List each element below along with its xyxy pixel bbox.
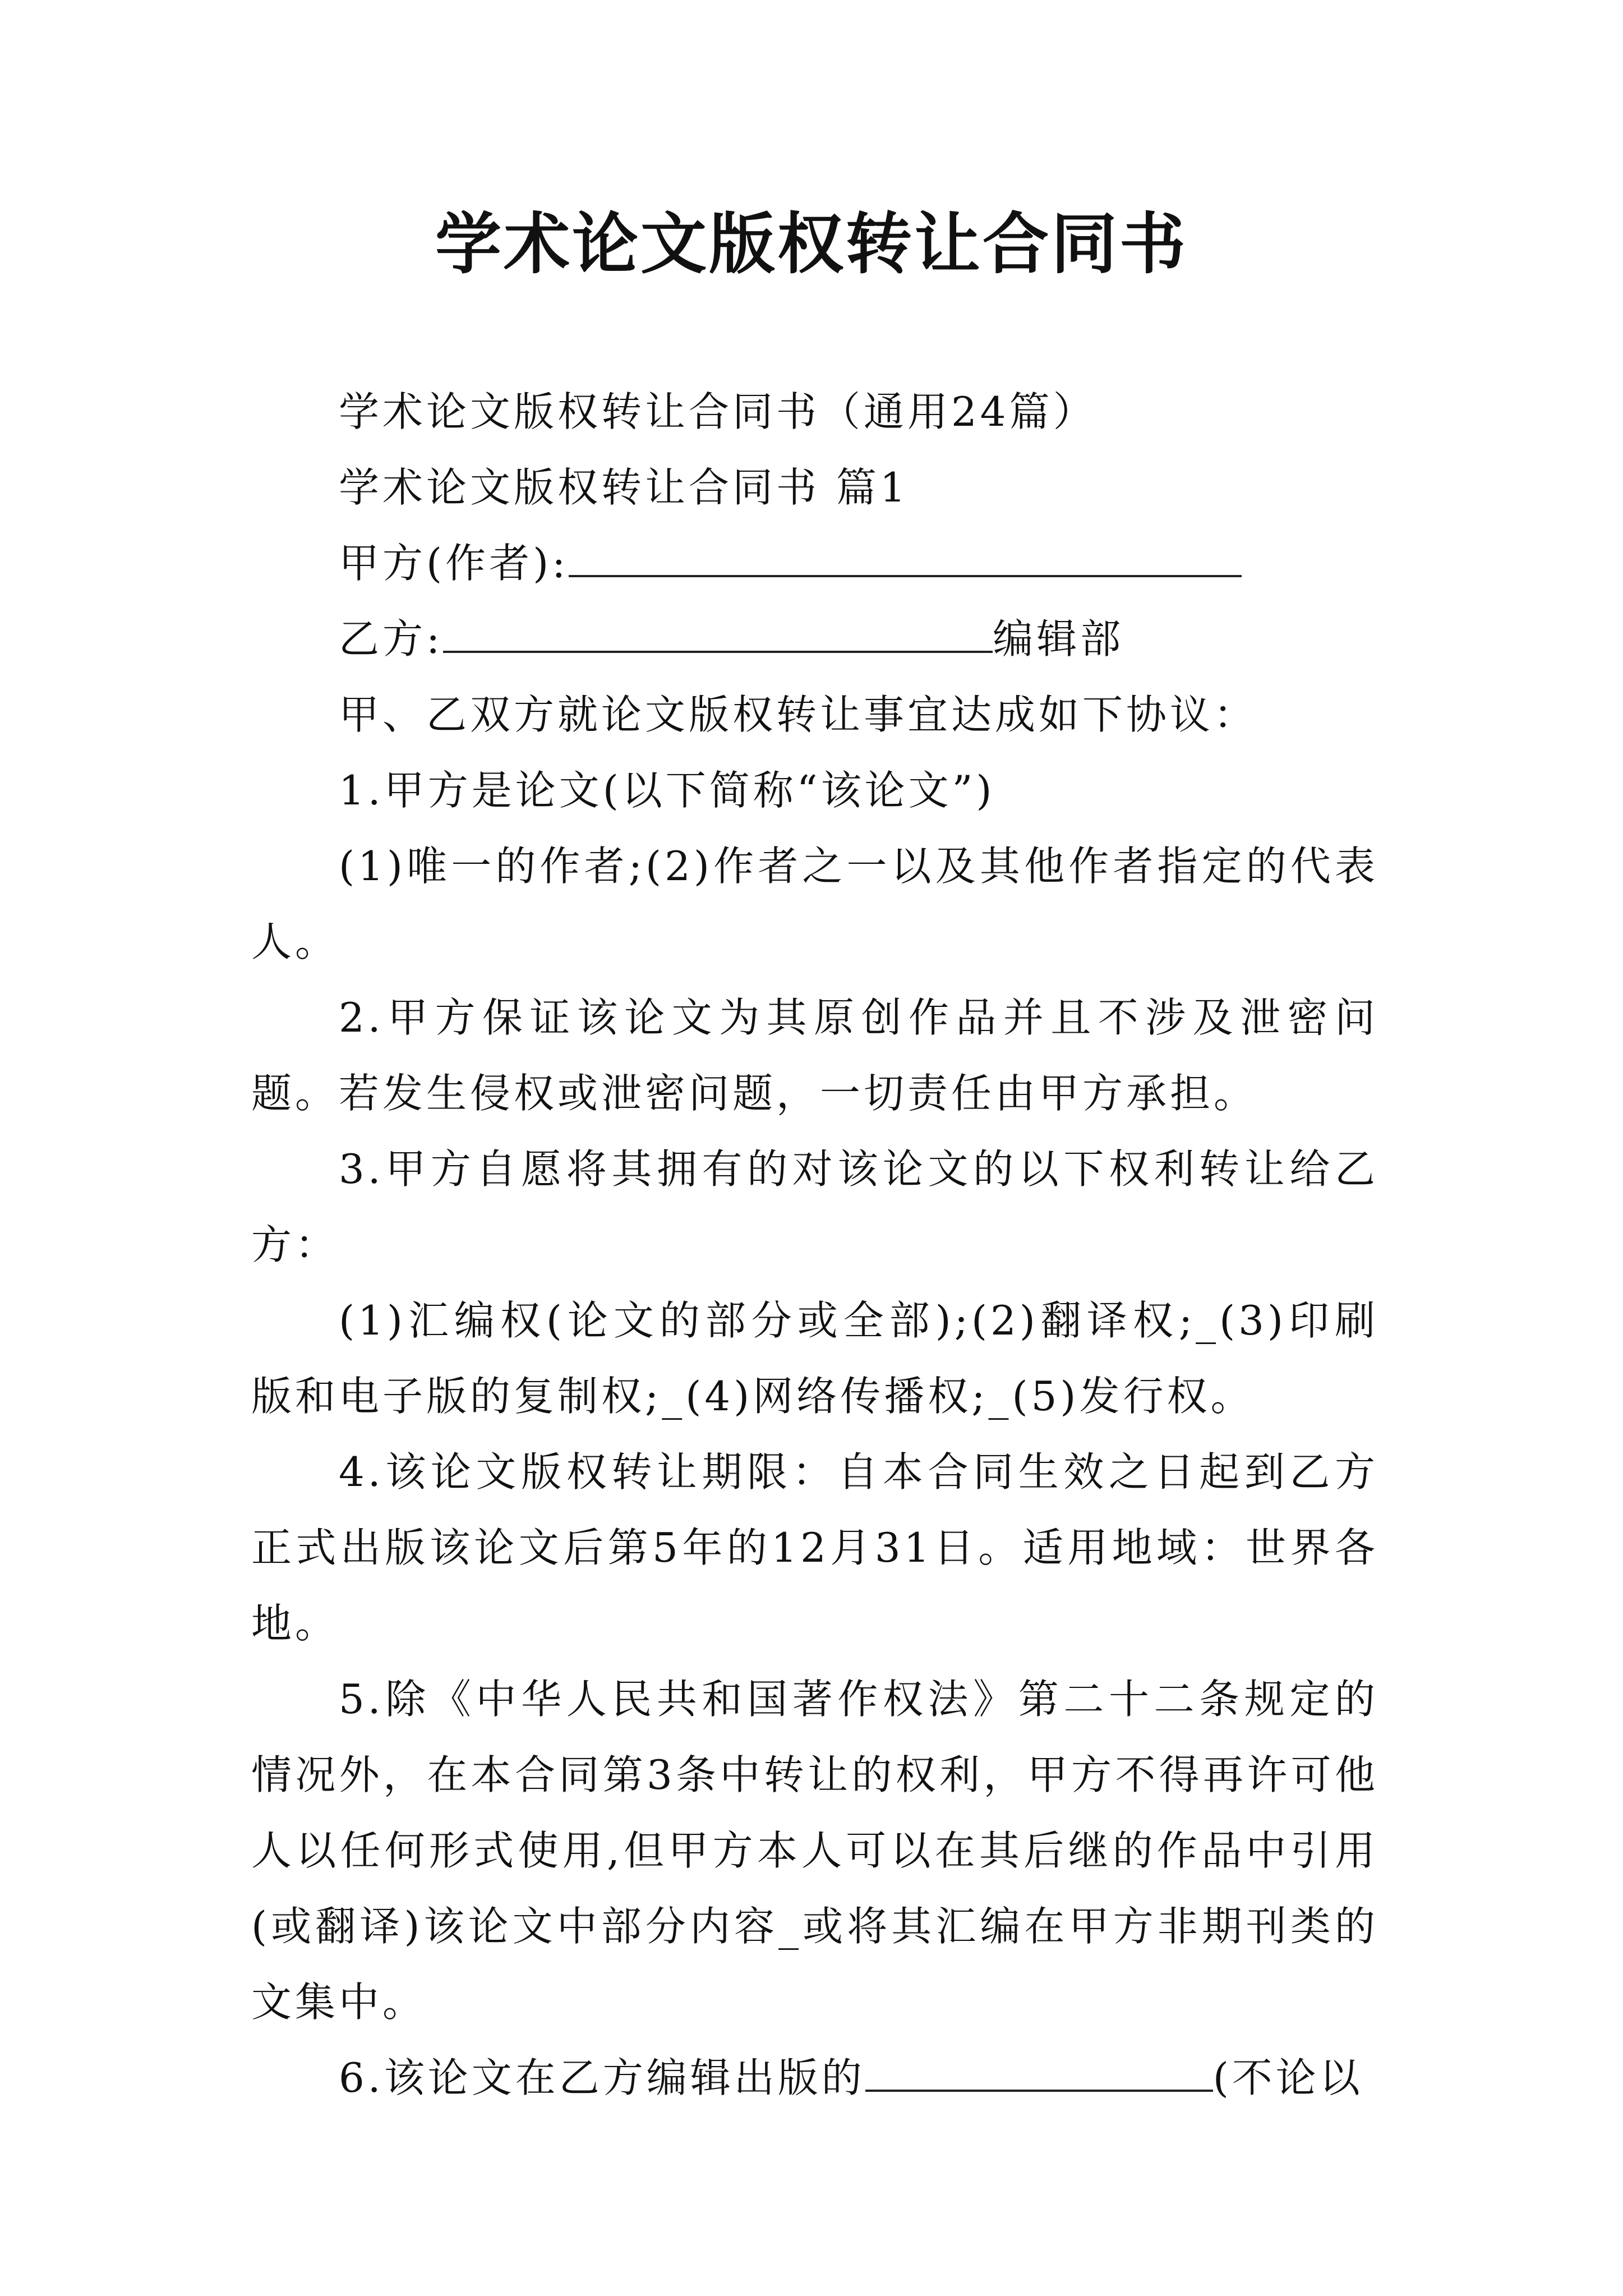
subtitle-paragraph: 学术论文版权转让合同书（通用24篇） (339, 388, 1097, 435)
clause-2: 2.甲方保证该论文为其原创作品并且不涉及泄密问题。若发生侵权或泄密问题，一切责任由甲方承担。 (251, 994, 1378, 1117)
clause-1-detail: (1)唯一的作者;(2)作者之一以及其他作者指定的代表人。 (251, 843, 1378, 965)
clause-3-detail: (1)汇编权(论文的部分或全部);(2)翻译权;_(3)印刷版和电子版的复制权;_(4)网络传播权;_(5)发行权。 (251, 1297, 1378, 1420)
party-a-blank (569, 536, 1242, 577)
clause-6-suffix: (不论以 (1212, 2054, 1363, 2101)
party-b-line (251, 601, 1378, 677)
clause-6-blank (865, 2050, 1213, 2092)
document-body (251, 374, 1378, 2116)
clause-6-prefix: 6.该论文在乙方编辑出版的 (339, 2054, 865, 2101)
clause-4: 4.该论文版权转让期限：自本合同生效之日起到乙方正式出版该论文后第5年的12月31日。适用地域：世界各地。 (251, 1448, 1378, 1647)
clause-5: 5.除《中华人民共和国著作权法》第二十二条规定的情况外，在本合同第3条中转让的权利，甲方不得再许可他人以任何形式使用,但甲方本人可以在其后继的作品中引用(或翻译)该论文中部分内容_或将其汇编在甲方非期刊类的文集中。 (251, 1676, 1378, 2026)
intro-paragraph: 甲、乙双方就论文版权转让事宜达成如下协议： (339, 691, 1258, 738)
clause-1: 1.甲方是论文(以下简称“该论文”) (339, 767, 995, 814)
party-a-label: 甲方(作者): (339, 540, 569, 587)
clause-6-line (251, 2040, 1378, 2116)
party-b-blank (443, 611, 993, 653)
section-heading: 学术论文版权转让合同书 篇1 (339, 464, 909, 511)
party-b-label: 乙方: (339, 615, 444, 662)
document-title: 学术论文版权转让合同书 (435, 205, 1188, 283)
clause-3: 3.甲方自愿将其拥有的对该论文的以下权利转让给乙方： (251, 1145, 1378, 1268)
party-a-line (251, 526, 1378, 601)
party-b-suffix: 编辑部 (993, 615, 1124, 662)
